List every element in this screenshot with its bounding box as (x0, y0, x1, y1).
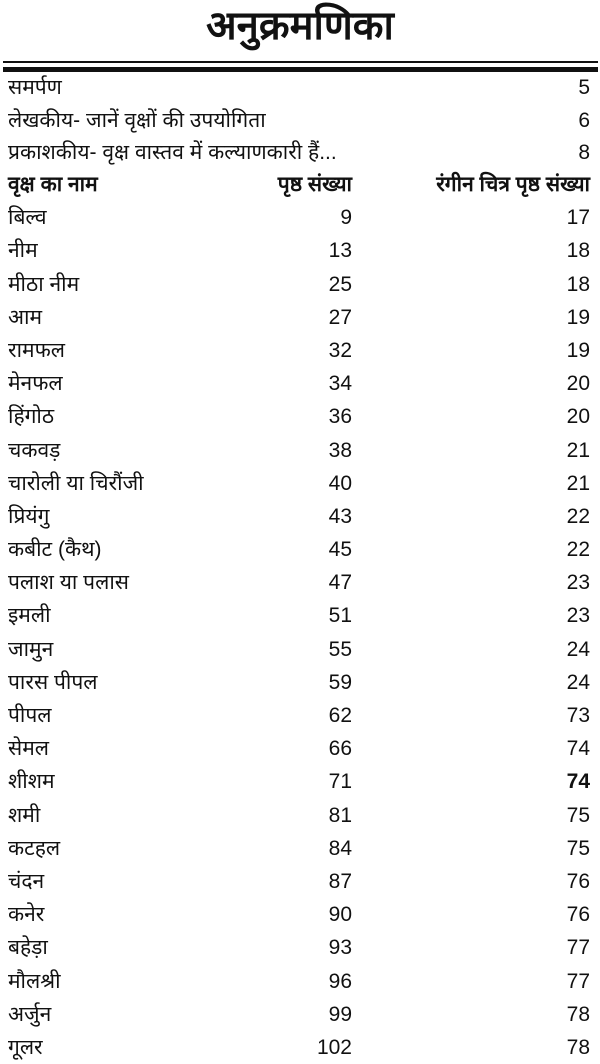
page-number: 66 (328, 737, 352, 761)
color-page-number: 77 (566, 936, 590, 960)
tree-name: शमी (8, 803, 41, 827)
page-number: 87 (328, 869, 352, 893)
tree-name: मौलश्री (8, 969, 61, 993)
intro-page: 8 (578, 141, 590, 164)
page-number: 96 (328, 969, 352, 993)
page-number: 25 (328, 272, 352, 296)
page-number: 13 (328, 239, 352, 263)
table-row (8, 799, 592, 832)
table-row (8, 1031, 592, 1064)
page-number: 99 (328, 1002, 352, 1026)
intro-page: 6 (578, 108, 590, 132)
intro-item (8, 105, 590, 138)
intro-label: लेखकीय- जानें वृक्षों की उपयोगिता (8, 108, 266, 132)
page-number: 102 (316, 1035, 352, 1059)
table-row (8, 965, 592, 998)
page-number: 59 (328, 670, 352, 694)
tree-name: इमली (8, 604, 51, 628)
header-name: वृक्ष का नाम (8, 173, 98, 196)
tree-name: चंदन (8, 869, 45, 893)
page-number: 27 (328, 305, 352, 329)
table-row (8, 666, 592, 699)
page-number: 71 (328, 770, 352, 794)
intro-page: 5 (578, 76, 590, 99)
tree-name: बहेड़ा (8, 936, 48, 960)
header-page: पृष्ठ संख्या (277, 173, 352, 196)
table-row (8, 467, 592, 500)
color-page-number: 24 (566, 637, 590, 661)
table-row (8, 998, 592, 1031)
table-row (8, 500, 592, 533)
intro-label: प्रकाशकीय- वृक्ष वास्तव में कल्याणकारी हैं... (8, 141, 337, 164)
tree-name: पलाश या पलास (8, 571, 129, 595)
table-row (8, 633, 592, 666)
tree-name: मेनफल (8, 372, 63, 396)
page-number: 90 (328, 903, 352, 927)
color-page-number: 74 (566, 770, 590, 794)
tree-name: शीशम (8, 770, 55, 794)
page-number: 38 (328, 438, 352, 462)
color-page-number: 24 (566, 670, 590, 694)
tree-name: सेमल (8, 737, 49, 761)
color-page-number: 76 (566, 869, 590, 893)
tree-name: गूलर (8, 1035, 43, 1059)
table-row (8, 566, 592, 599)
page-number: 51 (328, 604, 352, 628)
color-page-number: 19 (566, 338, 590, 362)
tree-name: कटहल (8, 836, 61, 860)
page-number: 47 (328, 571, 352, 595)
color-page-number: 22 (566, 504, 590, 528)
page-number: 81 (328, 803, 352, 827)
table-row (8, 533, 592, 566)
color-page-number: 77 (566, 969, 590, 993)
tree-name: बिल्व (8, 206, 47, 230)
color-page-number: 20 (566, 372, 590, 396)
page-number: 43 (328, 504, 352, 528)
page-number: 32 (328, 338, 352, 362)
tree-name: रामफल (8, 338, 66, 362)
tree-name: चारोली या चिरौंजी (8, 471, 144, 495)
table-row (8, 268, 592, 301)
color-page-number: 75 (566, 803, 590, 827)
color-page-number: 76 (566, 903, 590, 927)
table-row (8, 400, 592, 433)
table-header (8, 168, 592, 201)
tree-name: मीठा नीम (8, 272, 80, 296)
table-row (8, 234, 592, 267)
color-page-number: 78 (566, 1035, 590, 1059)
page-number: 62 (328, 704, 352, 727)
table-row (8, 898, 592, 931)
tree-name: हिंगोठ (8, 405, 55, 429)
tree-name: जामुन (8, 637, 54, 661)
contents-table (8, 168, 592, 1064)
page-number: 45 (328, 538, 352, 562)
table-row (8, 334, 592, 367)
table-row (8, 931, 592, 964)
tree-name: अर्जुन (8, 1002, 52, 1026)
page-number: 84 (328, 836, 352, 860)
color-page-number: 78 (566, 1002, 590, 1026)
table-row (8, 699, 592, 732)
page-number: 55 (328, 637, 352, 661)
tree-name: आम (8, 305, 43, 329)
table-row (8, 367, 592, 400)
color-page-number: 20 (566, 405, 590, 429)
color-page-number: 74 (566, 737, 590, 761)
color-page-number: 21 (566, 471, 590, 495)
page-number: 36 (328, 405, 352, 429)
page-title: अनुक्रमणिका (206, 4, 394, 48)
color-page-number: 23 (566, 604, 590, 628)
page-number: 40 (328, 471, 352, 495)
color-page-number: 75 (566, 836, 590, 860)
tree-name: प्रियंगु (8, 504, 50, 528)
page-number: 9 (340, 206, 352, 230)
color-page-number: 73 (566, 704, 590, 727)
table-row (8, 434, 592, 467)
intro-item (8, 137, 590, 170)
divider-thin (3, 61, 598, 63)
intro-list (8, 72, 590, 170)
tree-name: पीपल (8, 704, 52, 727)
color-page-number: 21 (566, 438, 590, 462)
color-page-number: 18 (566, 239, 590, 263)
table-row (8, 865, 592, 898)
header-color-page: रंगीन चित्र पृष्ठ संख्या (436, 173, 590, 196)
table-row (8, 301, 592, 334)
color-page-number: 19 (566, 305, 590, 329)
color-page-number: 22 (566, 538, 590, 562)
color-page-number: 17 (566, 206, 590, 230)
intro-item (8, 72, 590, 105)
color-page-number: 18 (566, 272, 590, 296)
intro-label: समर्पण (8, 76, 62, 99)
page-number: 93 (328, 936, 352, 960)
table-row (8, 201, 592, 234)
page-number: 34 (328, 372, 352, 396)
tree-name: चकवड़ (8, 438, 61, 462)
table-row (8, 732, 592, 765)
tree-name: कबीट (कैथ) (8, 538, 102, 562)
table-row (8, 599, 592, 632)
tree-name: नीम (8, 239, 38, 263)
table-row (8, 765, 592, 798)
tree-name: कनेर (8, 903, 45, 927)
color-page-number: 23 (566, 571, 590, 595)
table-row (8, 832, 592, 865)
tree-name: पारस पीपल (8, 670, 98, 694)
